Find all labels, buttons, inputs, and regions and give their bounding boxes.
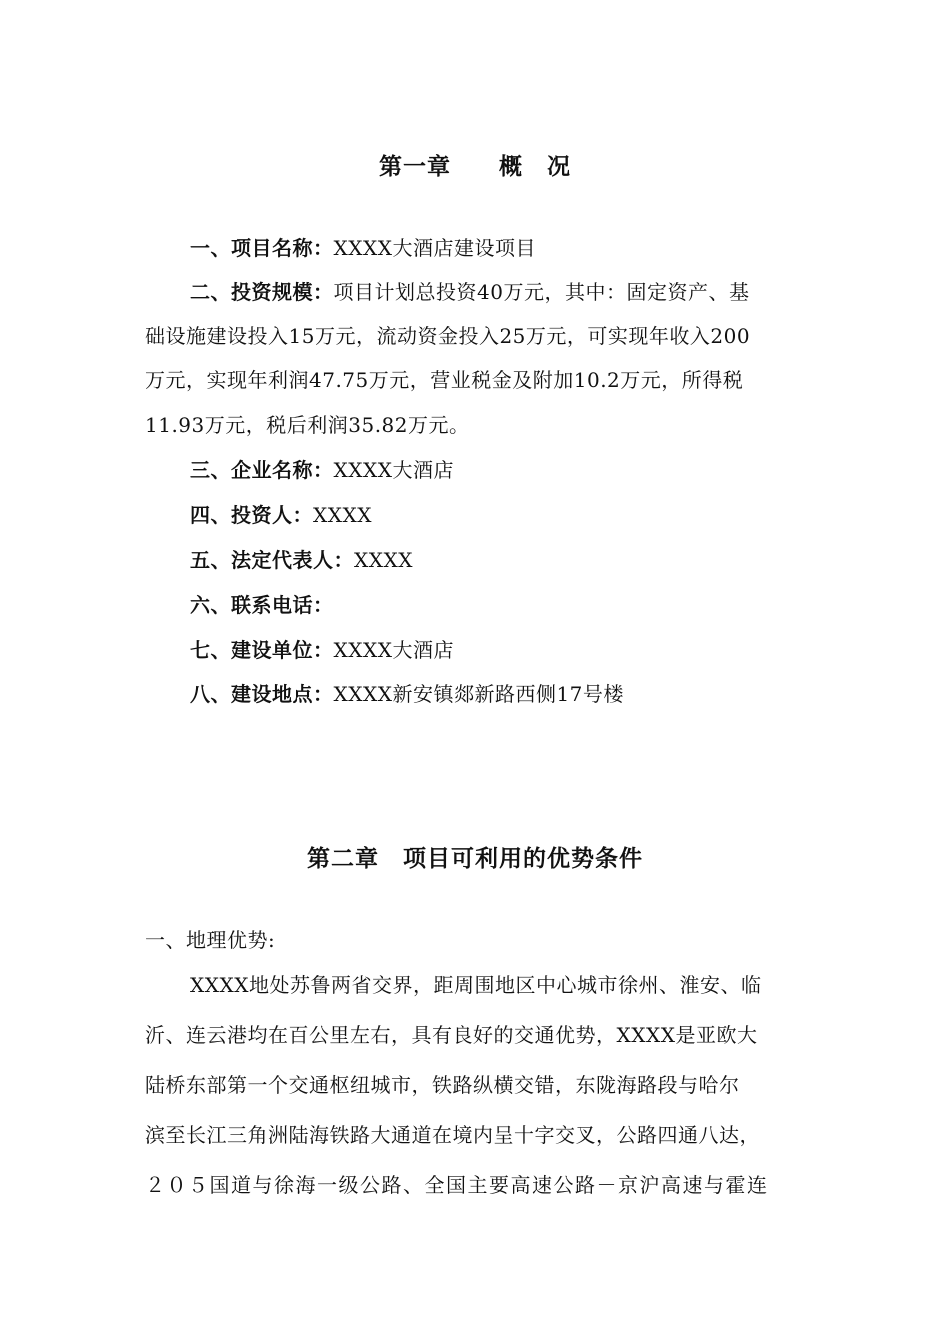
item-label: 七、建设单位： xyxy=(190,638,334,662)
paragraph-line: 沂、连云港均在百公里左右，具有良好的交通优势，XXXX是亚欧大 xyxy=(145,1023,758,1047)
item-value: XXXX xyxy=(313,503,372,527)
item-legal-rep xyxy=(190,538,855,582)
item-builder xyxy=(190,628,855,672)
section-heading-geography: 一、地理优势: xyxy=(145,928,276,952)
item-label: 四、投资人： xyxy=(190,503,313,527)
item-project-name xyxy=(190,226,855,270)
chapter-1-title: 第一章 概 况 xyxy=(379,154,571,180)
item-value: XXXX大酒店 xyxy=(333,458,454,482)
investment-line: 础设施建设投入15万元，流动资金投入25万元，可实现年收入200 xyxy=(145,324,751,348)
item-value: XXXX xyxy=(354,548,413,572)
investment-line: 11.93万元，税后利润35.82万元。 xyxy=(145,413,470,437)
item-label: 三、企业名称： xyxy=(190,458,334,482)
item-label: 二、投资规模： xyxy=(190,280,334,304)
item-label: 六、联系电话： xyxy=(190,593,334,617)
item-label: 五、法定代表人： xyxy=(190,548,354,572)
item-location xyxy=(190,672,855,716)
chapter-2-title: 第二章 项目可利用的优势条件 xyxy=(307,846,643,872)
item-investment-scale xyxy=(190,270,855,314)
item-phone xyxy=(190,583,855,627)
paragraph-line: 滨至长江三角洲陆海铁路大通道在境内呈十字交叉，公路四通八达， xyxy=(145,1123,760,1147)
item-value: 项目计划总投资40万元，其中：固定资产、基 xyxy=(333,280,750,304)
paragraph-line: XXXX地处苏鲁两省交界，距周围地区中心城市徐州、淮安、临 xyxy=(190,973,762,997)
item-company-name xyxy=(190,448,855,492)
item-label: 八、建设地点： xyxy=(190,682,334,706)
paragraph-line: ２０５国道与徐海一级公路、全国主要高速公路－京沪高速与霍连 xyxy=(145,1173,769,1197)
investment-line: 万元，实现年利润47.75万元，营业税金及附加10.2万元，所得税 xyxy=(145,368,744,392)
item-value: XXXX大酒店建设项目 xyxy=(333,236,536,260)
item-value: XXXX新安镇郯新路西侧17号楼 xyxy=(333,682,624,706)
item-label: 一、项目名称： xyxy=(190,236,334,260)
item-value: XXXX大酒店 xyxy=(333,638,454,662)
paragraph-line: 陆桥东部第一个交通枢纽城市，铁路纵横交错，东陇海路段与哈尔 xyxy=(145,1073,740,1097)
item-investor xyxy=(190,493,855,537)
